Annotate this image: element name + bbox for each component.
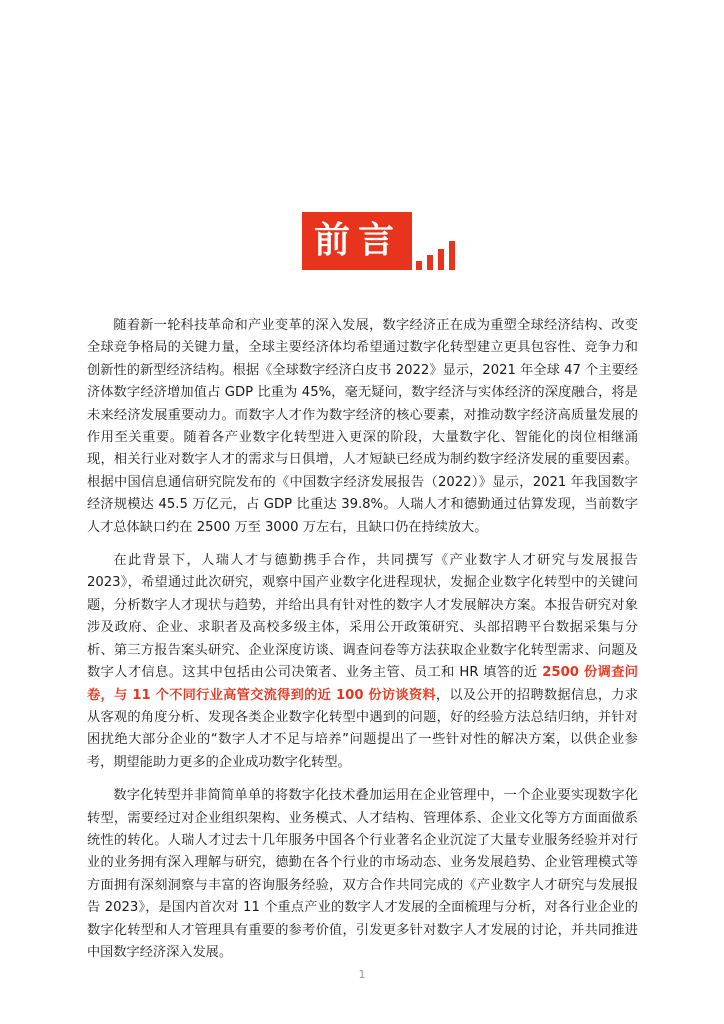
bar-chart-icon-bar-2 xyxy=(427,255,433,270)
page-title: 前言 xyxy=(302,212,412,270)
bar-chart-icon-bar-1 xyxy=(416,261,422,270)
bar-chart-icon-bar-4 xyxy=(449,241,455,270)
paragraph-2-before: 在此背景下，人瑞人才与德勤携手合作，共同撰写《产业数字人才研究与发展报告 2023》，希望通过此次研究，观察中国产业数字化进程现状，发掘企业数字化转型中的关键问题，分析数字人才现状与趋势，并给出具有针对性的数字人才发展解决方案。本报告研究对象涉及政府、企业、求职者及高校多级主体，采用公开政策研究、头部招聘平台数据采集与分析、第三方报告案头研究、企业深度访谈、调查问卷等方法获取企业数字化转型需求、问题及数字人才信息。这其中包括由公司决策者、业务主管、员工和 HR 填答的近 xyxy=(87,553,638,681)
paragraph-2-after: ，以及公开的招聘数据信息，力求从客观的角度分析、发现各类企业数字化转型中遇到的问题，好的经验方法总结归纳，并针对困扰绝大部分企业的“数字人才不足与培养”问题提出了一些针对性的解决方案，以供企业参考，期望能助力更多的企业成功数字化转型。 xyxy=(87,687,638,770)
paragraph-1: 随着新一轮科技革命和产业变革的深入发展，数字经济正在成为重塑全球经济结构、改变全球竞争格局的关键力量，全球主要经济体均希望通过数字化转型建立更具包容性、竞争力和创新性的新型经济结构。根据《全球数字经济白皮书 2022》显示，2021 年全球 47 个主要经济体数字经济增加值占 GDP 比重为 45%，毫无疑问，数字经济与实体经济的深度融合，将是未来经济发展重要动力。而数字人才作为数字经济的核心要素，对推动数字经济高质量发展的作用至关重要。随着各产业数字化转型进入更深的阶段，大量数字化、智能化的岗位相继涌现，相关行业对数字人才的需求与日俱增，人才短缺已经成为制约数字经济发展的重要因素。根据中国信息通信研究院发布的《中国数字经济发展报告（2022）》显示，2021 年我国数字经济规模达 45.5 万亿元，占 GDP 比重达 39.8%。人瑞人才和德勤通过估算发现，当前数字人才总体缺口约在 2500 万至 3000 万左右，且缺口仍在持续放大。 xyxy=(87,318,638,535)
page-number: 1 xyxy=(358,968,366,981)
bar-chart-icon xyxy=(416,212,455,270)
paragraph-2 xyxy=(87,550,638,774)
paragraph-2-highlight: 2500 份调查问卷，与 11 个不同行业高管交流得到的近 100 份访谈资料 xyxy=(87,665,638,703)
bar-chart-icon-bar-3 xyxy=(438,249,444,270)
paragraph-3: 数字化转型并非简简单单的将数字化技术叠加运用在企业管理中，一个企业要实现数字化转型，需要经过对企业组织架构、业务模式、人才结构、管理体系、企业文化等方方面面做系统性的转化。人瑞人才过去十几年服务中国各个行业著名企业沉淀了大量专业服务经验并对行业的业务拥有深入理解与研究，德勤在各个行业的市场动态、业务发展趋势、企业管理模式等方面拥有深刻洞察与丰富的咨询服务经验，双方合作共同完成的《产业数字人才研究与发展报告 2023》，是国内首次对 11 个重点产业的数字人才发展的全面梳理与分析，对各行业企业的数字化转型和人才管理具有重要的参考价值，引发更多针对数字人才发展的讨论，并共同推进中国数字经济深入发展。 xyxy=(87,788,638,960)
body-text xyxy=(87,315,638,975)
section-heading xyxy=(302,212,455,270)
